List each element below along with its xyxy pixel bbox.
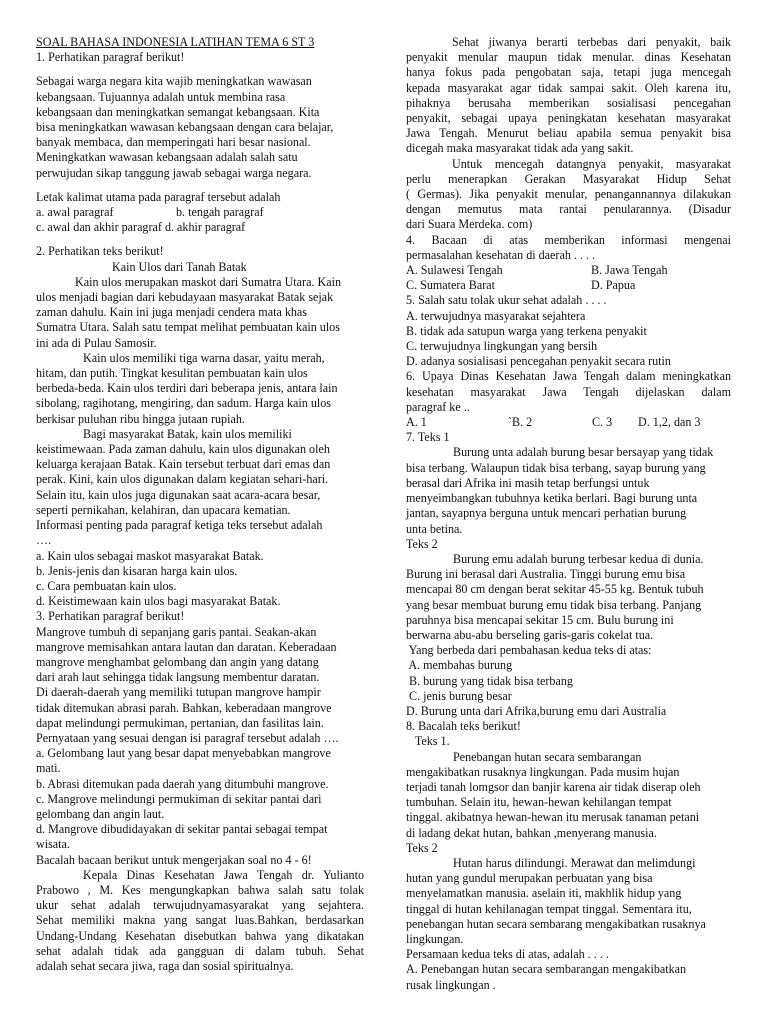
- text-line: berbeda-beda. Kain ulos terdiri dari beberapa jenis, antara lain: [36, 381, 338, 396]
- text-line: Prabowo , M. Kes mengungkapkan bahwa salah satu tolak: [36, 882, 364, 897]
- text-line: Sumatra Utara. Salah satu tempat melihat pembuatan kain ulos: [36, 320, 340, 335]
- text-line: sehat adalah tidak ada gangguan di dalam tubuh. Sehat: [36, 943, 364, 958]
- q2-paragraph-1: [36, 275, 364, 351]
- text-line: banyak membaca, dan memperingati hari besar nasional.: [36, 135, 311, 150]
- text-line: mengakibatkan rusaknya lingkungan. Pada musim hujan: [406, 764, 680, 779]
- q4-prompt: 4. Bacaan di atas memberikan informasi mengenai: [406, 232, 731, 247]
- text-line: perwujudan sikap tanggung jawab sebagai warga negara.: [36, 165, 312, 180]
- q4-option-b: B. Jawa Tengah: [591, 263, 668, 278]
- q1-options-row-2: [36, 220, 364, 235]
- q4-option-c: C. Sumatera Barat: [406, 278, 495, 293]
- q5-option-b: B. tidak ada satupun warga yang terkena penyakit: [406, 323, 647, 338]
- q5-option-a: A. terwujudnya masyarakat sejahtera: [406, 308, 586, 323]
- text-line: tinggal. akibatnya hewan-hewan itu merusak tanaman petani: [406, 810, 700, 825]
- text-line: Burung unta adalah burung besar bersayap yang tidak: [453, 445, 714, 460]
- text-line: Pernyataan yang sesuai dengan isi paragraf tersebut adalah ….: [36, 730, 339, 745]
- q7-option-a: A. membahas burung: [406, 658, 513, 673]
- q6-option-b: `B. 2: [508, 415, 533, 430]
- text-line: mencapai 80 cm dengan berat sekitar 45-55 kg. Bentuk tubuh: [406, 582, 704, 597]
- left-column: [36, 35, 364, 974]
- q3-option-b: b. Abrasi ditemukan pada daerah yang ditumbuhi mangrove.: [36, 776, 329, 791]
- text-line: perak. Kini, kain ulos digunakan dalam kegiatan sehari-hari.: [36, 472, 329, 487]
- reading-paragraph-3: [406, 157, 731, 233]
- text-line: menyeimbangkan tubuhnya ketika berlari. Bagi burung unta: [406, 491, 698, 506]
- text-line: ulos menjadi bagian dari kebudayaan masyarakat Batak sejak: [36, 290, 334, 305]
- q8-option-a-cont: rusak lingkungan .: [406, 977, 496, 992]
- text-line: Undang-Undang Kesehatan disebutkan bahwa yang dikatakan: [36, 928, 364, 943]
- text-line: menyelamatkan manusia. aselain iti, makhlik hidup yang: [406, 886, 682, 901]
- q4-prompt-cont: permasalahan kesehatan di daerah . . . .: [406, 247, 596, 262]
- text-line: paruhnya bisa mencapai sekitar 15 cm. Bulu burung ini: [406, 612, 674, 627]
- q8-text-1: [406, 750, 731, 841]
- text-line: Burung ini berasal dari Australia. Tinggi burung emu bisa: [406, 567, 686, 582]
- q8-text-2-label: Teks 2: [406, 840, 438, 855]
- q1-prompt: 1. Perhatikan paragraf berikut!: [36, 50, 185, 65]
- text-line: kebangsaan dan meningkatkan semangat kebangsaan. Kita: [36, 104, 320, 119]
- text-line: bisa meningkatkan wawasan kebangsaan dengan cara belajar,: [36, 120, 334, 135]
- q6-option-d: D. 1,2, dan 3: [638, 415, 701, 430]
- q4-option-d: D. Papua: [591, 278, 636, 293]
- text-line: lingkungan.: [406, 931, 464, 946]
- q3-option-a: a. Gelombang laut yang besar dapat menyebabkan mangrove: [36, 746, 331, 761]
- q6-prompt: 6. Upaya Dinas Kesehatan Jawa Tengah dalam meningkatkan: [406, 369, 731, 384]
- text-line: di ladang dekat hutan, bahkan ,menyerang manusia.: [406, 825, 657, 840]
- text-line: dari arah laut sehingga tidak langsung membentur daratan.: [36, 670, 320, 685]
- q2-option-a: a. Kain ulos sebagai maskot masyarakat Batak.: [36, 548, 264, 563]
- q7-text-2-label: Teks 2: [406, 536, 438, 551]
- reading-paragraph-2: [406, 35, 731, 157]
- q3-option-c: c. Mangrove melindungi permukiman di sekitar pantai dari: [36, 791, 322, 806]
- text-line: unta betina.: [406, 521, 463, 536]
- reading-intro: Bacalah bacaan berikut untuk mengerjakan soal no 4 - 6!: [36, 852, 312, 867]
- q5-prompt: 5. Salah satu tolak ukur sehat adalah . . . .: [406, 293, 607, 308]
- text-line: terjadi tanah lomgsor dan banjir karena air tidak diserap oleh: [406, 779, 701, 794]
- worksheet-title: SOAL BAHASA INDONESIA LATIHAN TEMA 6 ST 3: [36, 35, 315, 49]
- text-line: Kain ulos merupakan maskot dari Sumatra Utara. Kain: [75, 274, 341, 289]
- q5-option-d: D. adanya sosialisasi pencegahan penyakit secara rutin: [406, 354, 671, 369]
- text-line: tumbuhan. Selain itu, hewan-hewan kehilangan tempat: [406, 795, 672, 810]
- text-line: pihaknya berusaha memberikan sosialisasi pencegahan: [406, 95, 731, 110]
- text-line: Selain itu, kain ulos juga digunakan saat acara-acara besar,: [36, 487, 321, 502]
- q7-text-2: [406, 552, 731, 643]
- q1-question: Letak kalimat utama pada paragraf tersebut adalah: [36, 189, 281, 204]
- q1-options-row-1: [36, 205, 364, 220]
- text-line: dengan memutus mata rantai penularannya. (Disadur: [406, 202, 731, 217]
- text-line: hitam, dan putih. Tingkat kesulitan pembuatan kain ulos: [36, 366, 308, 381]
- text-line: Sehat memiliki makna yang sangat luas.Bahkan, berdasarkan: [36, 913, 364, 928]
- q6-prompt-cont-2: paragraf ke ..: [406, 399, 470, 414]
- q7-option-c: C. jenis burung besar: [406, 688, 512, 703]
- q3-option-c-cont: gelombang dan angin laut.: [36, 806, 165, 821]
- text-line: Bagi masyarakat Batak, kain ulos memiliki: [83, 426, 292, 441]
- text-line: zaman dahulu. Kain ini juga menjadi cendera mata khas: [36, 305, 307, 320]
- text-line: penebangan hutan secara sembarang mengakibatkan rusaknya: [406, 916, 706, 931]
- text-line: ( Germas). Jika penyakit menular, penangannannya dilakukan: [406, 187, 731, 202]
- q8-prompt: 8. Bacalah teks berikut!: [406, 719, 521, 734]
- text-line: perlu menerapkan Gerakan Masyarakat Hidup Sehat: [406, 171, 731, 186]
- q7-question: Yang berbeda dari pembahasan kedua teks di atas:: [406, 643, 652, 658]
- q1-option-b: b. tengah paragraf: [176, 205, 264, 220]
- text-line: berasal dari Afrika ini masih tetap berfungsi untuk: [406, 475, 650, 490]
- text-line: Penebangan hutan secara sembarangan: [453, 749, 642, 764]
- text-line: keistimewaan. Pada zaman dahulu, kain ulos digunakan oleh: [36, 442, 330, 457]
- q3-paragraph: [36, 625, 364, 747]
- text-line: tidak ditemukan abrasi parah. Bahkan, keberadaan mangrove: [36, 700, 332, 715]
- text-line: jantan, sayapnya berguna untuk mencari perhatian burung: [406, 506, 687, 521]
- text-line: seperti pernikahan, kelahiran, dan upacara kematian.: [36, 502, 291, 517]
- q1-paragraph: [36, 74, 364, 180]
- text-line: Hutan harus dilindungi. Merawat dan melimdungi: [453, 855, 696, 870]
- text-line: Di daerah-daerah yang memiliki tutupan mangrove hampir: [36, 685, 321, 700]
- q2-heading: Kain Ulos dari Tanah Batak: [112, 259, 247, 274]
- text-line: Sehat jiwanya berarti terbebas dari penyakit, baik: [452, 35, 731, 49]
- text-line: mangrove menghambat gelombang dan angin yang datang: [36, 654, 319, 669]
- text-line: Informasi penting pada paragraf ketiga teks tersebut adalah: [36, 518, 323, 533]
- q7-text-1: [406, 445, 731, 536]
- q2-paragraph-3: [36, 427, 364, 549]
- q4-options-row-2: [406, 278, 731, 293]
- text-line: dapat melindungi permukiman, pertanian, dan fasilitas lain.: [36, 715, 324, 730]
- text-line: mangrove memisahkan antara lautan dan daratan. Keberadaan: [36, 639, 337, 654]
- text-line: sibolang, ragihotang, mengiring, dan sadum. Harga kain ulos: [36, 396, 332, 411]
- text-line: dicegah maka masyarakat tidak ada yang sakit.: [406, 141, 634, 156]
- q5-option-c: C. terwujudnya lingkungan yang bersih: [406, 339, 598, 354]
- q7-option-d: D. Burung unta dari Afrika,burung emu dari Australia: [406, 703, 667, 718]
- q4-option-a: A. Sulawesi Tengah: [406, 263, 503, 278]
- q3-option-d-cont: wisata.: [36, 837, 70, 852]
- text-line: ukur sehat adalah terwujudnyamasyarakat yang sejahtera.: [36, 898, 364, 913]
- q8-text-1-label: Teks 1.: [406, 734, 450, 749]
- q7-option-b: B. burung yang tidak bisa terbang: [406, 673, 573, 688]
- text-line: hanya fokus pada pengobatan saja, tetapi juga mencegah: [406, 65, 731, 80]
- text-line: bisa terbang. Walaupun tidak bisa terbang, sayap burung yang: [406, 460, 706, 475]
- text-line: ini ada di Pulau Samosir.: [36, 335, 157, 350]
- text-line: Untuk mencegah datangnya penyakit, masyarakat: [452, 156, 731, 171]
- text-line: adalah sehat secara jiwa, raga dan sosial spiritualnya.: [36, 958, 294, 973]
- q6-prompt-cont: kesehatan masyarakat Jawa Tengah dijelaskan dalam: [406, 384, 731, 399]
- text-line: dari Suara Merdeka. com): [406, 217, 533, 232]
- text-line: tinggal di hutan kehilanagan tempat tinggal. Sementara itu,: [406, 901, 692, 916]
- q6-options: [406, 415, 731, 430]
- q2-option-c: c. Cara pembuatan kain ulos.: [36, 578, 177, 593]
- q8-option-a: A. Penebangan hutan secara sembarangan mengakibatkan: [406, 962, 687, 977]
- q2-paragraph-2: [36, 351, 364, 427]
- text-line: Kain ulos memiliki tiga warna dasar, yaitu merah,: [83, 350, 325, 365]
- text-line: berkisar puluhan ribu hingga jutaan rupiah.: [36, 411, 245, 426]
- text-line: ….: [36, 533, 52, 548]
- text-line: Meningkatkan wawasan kebangsaan adalah salah satu: [36, 150, 298, 165]
- text-line: Mangrove tumbuh di sepanjang garis pantai. Seakan-akan: [36, 624, 317, 639]
- q3-prompt: 3. Perhatikan paragraf berikut!: [36, 609, 185, 624]
- q1-option-a: a. awal paragraf: [36, 205, 114, 220]
- q7-prompt: 7. Teks 1: [406, 430, 450, 445]
- text-line: penyakit, sebagai upaya peningkatan kesehatan masyarakat: [406, 111, 731, 126]
- q8-text-2: [406, 856, 731, 947]
- text-line: Burung emu adalah burung terbesar kedua di dunia.: [453, 551, 704, 566]
- q2-option-d: d. Keistimewaan kain ulos bagi masyarakat Batak.: [36, 594, 281, 609]
- q1-option-c: c. awal dan akhir paragraf: [36, 220, 162, 235]
- text-line: Jawa Tengah. Menurut beliau apabila semua penyakit bisa: [406, 126, 731, 141]
- q3-option-a-cont: mati.: [36, 761, 61, 776]
- q3-option-d: d. Mangrove dibudidayakan di sekitar pantai sebagai tempat: [36, 822, 328, 837]
- text-line: hutan yang gundul merupakan perbuatan yang bisa: [406, 871, 653, 886]
- q8-question: Persamaan kedua teks di atas, adalah . . . .: [406, 947, 609, 962]
- q2-option-b: b. Jenis-jenis dan kisaran harga kain ulos.: [36, 563, 238, 578]
- q2-prompt: 2. Perhatikan teks berikut!: [36, 244, 164, 259]
- q6-option-c: C. 3: [592, 415, 613, 430]
- reading-paragraph-1: [36, 868, 364, 974]
- text-line: berwarna abu-abu berseling garis-garis cokelat tua.: [406, 627, 654, 642]
- text-line: kebangsaan. Tujuannya adalah untuk membina rasa: [36, 89, 286, 104]
- q6-option-a: A. 1: [406, 415, 427, 430]
- text-line: kepada masyarakat agar tidak sampai sakit. Oleh karena itu,: [406, 80, 731, 95]
- text-line: penyakit menular maupun tidak menular. dinas Kesehatan: [406, 50, 731, 65]
- text-line: keluarga kerajaan Batak. Kain tersebut terbuat dari emas dan: [36, 457, 331, 472]
- q1-option-d: d. akhir paragraf: [164, 220, 246, 235]
- text-line: Kepala Dinas Kesehatan Jawa Tengah dr. Yulianto: [83, 867, 364, 882]
- q4-options-row-1: [406, 263, 731, 278]
- right-column: [406, 35, 731, 993]
- text-line: Sebagai warga negara kita wajib meningkatkan wawasan: [36, 74, 312, 89]
- text-line: yang besar membuat burung emu tidak bisa terbang. Panjang: [406, 597, 702, 612]
